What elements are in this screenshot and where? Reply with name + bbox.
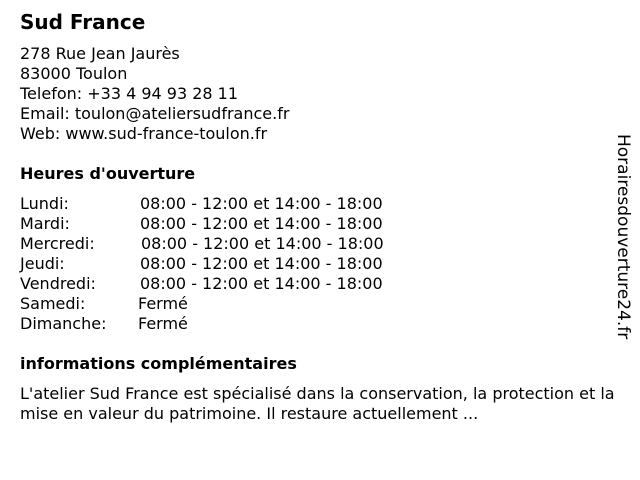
day-label: Mardi: — [20, 214, 70, 233]
day-label: Samedi: — [20, 294, 86, 313]
phone-line: Telefon: +33 4 94 93 28 11 — [20, 84, 239, 103]
address-city: 83000 Toulon — [20, 64, 128, 83]
day-hours: Fermé — [138, 314, 188, 333]
day-label: Dimanche: — [20, 314, 107, 333]
day-label: Jeudi: — [20, 254, 65, 273]
day-label: Mercredi: — [20, 234, 95, 253]
day-label: Vendredi: — [20, 274, 96, 293]
opening-hours-title: Heures d'ouverture — [20, 164, 196, 183]
address-street: 278 Rue Jean Jaurès — [20, 44, 180, 63]
day-hours: 08:00 - 12:00 et 14:00 - 18:00 — [140, 214, 383, 233]
web-line: Web: www.sud-france-toulon.fr — [20, 124, 268, 143]
day-hours: 08:00 - 12:00 et 14:00 - 18:00 — [140, 254, 383, 273]
day-hours: 08:00 - 12:00 et 14:00 - 18:00 — [141, 234, 384, 253]
additional-info-text: L'atelier Sud France est spécialisé dans la conservation, la protection et la mise en valeur du patrimoine. Il restaure actuellement ... — [20, 384, 615, 423]
day-hours: 08:00 - 12:00 et 14:00 - 18:00 — [140, 274, 383, 293]
additional-info-title: informations complémentaires — [20, 354, 297, 373]
watermark-text: Horairesdouverture24.fr — [613, 134, 633, 340]
business-name: Sud France — [20, 10, 146, 34]
day-label: Lundi: — [20, 194, 69, 213]
day-hours: Fermé — [138, 294, 188, 313]
day-hours: 08:00 - 12:00 et 14:00 - 18:00 — [140, 194, 383, 213]
contact-block — [20, 44, 289, 144]
site-watermark — [612, 134, 634, 344]
email-line: Email: toulon@ateliersudfrance.fr — [20, 104, 290, 123]
